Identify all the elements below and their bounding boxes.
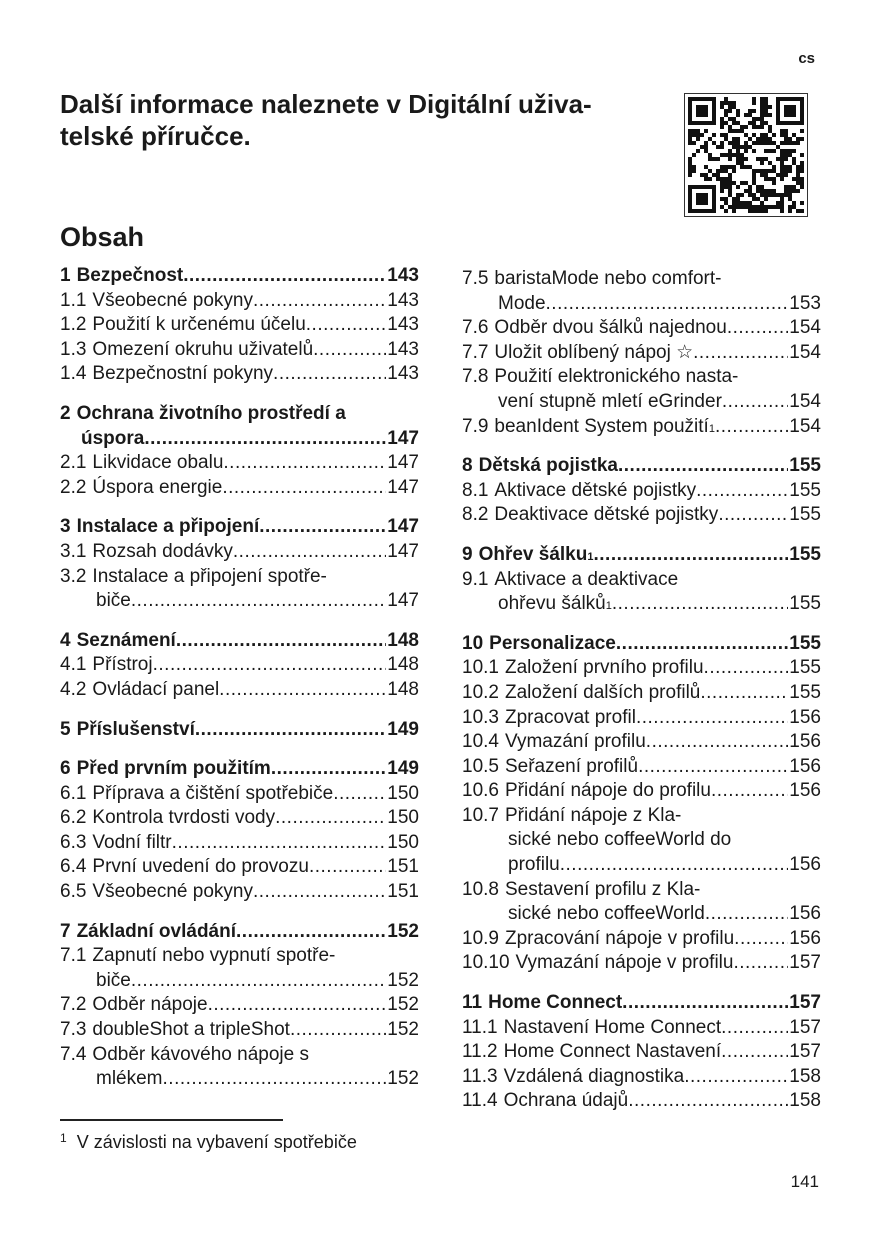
toc-entry[interactable]: 11.2 Home Connect Nastavení ..... 157: [462, 1040, 821, 1065]
toc-chapter[interactable]: 8 Dětská pojistka ..... 155: [462, 454, 821, 479]
toc-entry[interactable]: 10.3 Zpracovat profil ..... 156: [462, 706, 821, 731]
toc-entry[interactable]: 1.3 Omezení okruhu uživatelů ..... 143: [60, 338, 419, 363]
toc-section-9: [462, 543, 821, 617]
heading-line-1: Další informace naleznete v Digitální uživa-: [60, 89, 592, 119]
toc-entry-line[interactable]: 9.1 Aktivace a deaktivace: [462, 568, 679, 590]
toc-section-4: [60, 629, 419, 703]
language-code: cs: [798, 50, 815, 67]
toc-chapter[interactable]: 6 Před prvním použitím ..... 149: [60, 757, 419, 782]
toc-entry-continuation[interactable]: biče ..... 147: [60, 589, 419, 614]
toc-entry[interactable]: 7.7 Uložit oblíbený nápoj ☆ ..... 154: [462, 341, 821, 366]
toc-entry[interactable]: 6.2 Kontrola tvrdosti vody ..... 150: [60, 806, 419, 831]
toc-entry[interactable]: 1.2 Použití k určenému účelu ..... 143: [60, 313, 419, 338]
toc-entry[interactable]: 1.1 Všeobecné pokyny ..... 143: [60, 289, 419, 314]
toc-entry[interactable]: 6.3 Vodní filtr ..... 150: [60, 831, 419, 856]
toc-chapter[interactable]: 11 Home Connect ..... 157: [462, 991, 821, 1016]
toc-section-8: [462, 454, 821, 528]
toc-chapter[interactable]: 1 Bezpečnost ..... 143: [60, 264, 419, 289]
toc-entry[interactable]: 2.1 Likvidace obalu ..... 147: [60, 451, 419, 476]
toc-entry-continuation[interactable]: vení stupně mletí eGrinder ..... 154: [462, 390, 821, 415]
toc-entry-continuation[interactable]: biče ..... 152: [60, 969, 419, 994]
page-number: 141: [790, 1172, 819, 1191]
toc-chapter[interactable]: 4 Seznámení ..... 148: [60, 629, 419, 654]
toc-entry[interactable]: 10.6 Přidání nápoje do profilu ..... 156: [462, 779, 821, 804]
toc-entry-continuation[interactable]: ohřevu šálků 1 ..... 155: [462, 592, 821, 617]
heading-line-2: telské příručce.: [60, 121, 251, 151]
toc-entry-continuation[interactable]: sické nebo coffeeWorld ..... 156: [462, 902, 821, 927]
toc-entry[interactable]: 7.2 Odběr nápoje ..... 152: [60, 993, 419, 1018]
toc-entry[interactable]: 4.2 Ovládací panel ..... 148: [60, 678, 419, 703]
toc-chapter[interactable]: 7 Základní ovládání ..... 152: [60, 920, 419, 945]
footnote: [60, 1132, 357, 1153]
footnote-text: V závislosti na vybavení spotřebiče: [76, 1132, 357, 1152]
toc-entry[interactable]: 10.9 Zpracování nápoje v profilu ..... 156: [462, 927, 821, 952]
footnote-divider: [60, 1119, 283, 1121]
toc-entry[interactable]: 3.1 Rozsah dodávky ..... 147: [60, 540, 419, 565]
toc-left-column: [60, 264, 419, 1107]
toc-entry-line[interactable]: 7.1 Zapnutí nebo vypnutí spotře-: [60, 945, 336, 967]
toc-entry-continuation[interactable]: mlékem ..... 152: [60, 1067, 419, 1092]
toc-entry[interactable]: 10.4 Vymazání profilu ..... 156: [462, 730, 821, 755]
toc-entry[interactable]: 11.4 Ochrana údajů ..... 158: [462, 1089, 821, 1114]
toc-section-2: [60, 402, 419, 500]
toc-entry[interactable]: 6.4 První uvedení do provozu ..... 151: [60, 855, 419, 880]
toc-section-10: [462, 632, 821, 976]
toc-section-7-continued: [462, 267, 821, 439]
toc-section-1: [60, 264, 419, 387]
toc-chapter-continuation[interactable]: úspora ..... 147: [60, 427, 419, 452]
toc-entry-line[interactable]: 7.4 Odběr kávového nápoje s: [60, 1043, 309, 1065]
toc-chapter[interactable]: 5 Příslušenství ..... 149: [60, 718, 419, 743]
toc-entry[interactable]: 8.1 Aktivace dětské pojistky ..... 155: [462, 479, 821, 504]
toc-entry-line[interactable]: sické nebo coffeeWorld do: [508, 829, 732, 851]
toc-section-6: [60, 757, 419, 905]
toc-entry-line[interactable]: 10.8 Sestavení profilu z Kla-: [462, 878, 701, 900]
toc-entry[interactable]: 6.5 Všeobecné pokyny ..... 151: [60, 880, 419, 905]
toc-entry[interactable]: 10.5 Seřazení profilů ..... 156: [462, 755, 821, 780]
toc-entry[interactable]: 7.3 doubleShot a tripleShot ..... 152: [60, 1018, 419, 1043]
toc-entry[interactable]: 10.1 Založení prvního profilu ..... 155: [462, 656, 821, 681]
toc-chapter[interactable]: 9 Ohřev šálku 1 ..... 155: [462, 543, 821, 568]
toc-entry[interactable]: 7.6 Odběr dvou šálků najednou ..... 154: [462, 316, 821, 341]
toc-entry[interactable]: 6.1 Příprava a čištění spotřebiče ..... 150: [60, 782, 419, 807]
toc-entry[interactable]: 10.2 Založení dalších profilů ..... 155: [462, 681, 821, 706]
toc-entry[interactable]: 8.2 Deaktivace dětské pojistky ..... 155: [462, 503, 821, 528]
toc-entry-continuation[interactable]: profilu ..... 156: [462, 853, 821, 878]
toc-section-5: [60, 718, 419, 743]
toc-entry-line[interactable]: 10.7 Přidání nápoje z Kla-: [462, 804, 682, 826]
toc-entry-line[interactable]: 3.2 Instalace a připojení spotře-: [60, 565, 327, 587]
qr-code-image: [684, 93, 808, 217]
toc-entry[interactable]: 11.1 Nastavení Home Connect ..... 157: [462, 1016, 821, 1041]
toc-chapter[interactable]: 3 Instalace a připojení ..... 147: [60, 515, 419, 540]
toc-entry[interactable]: 2.2 Úspora energie ..... 147: [60, 476, 419, 501]
toc-chapter[interactable]: 10 Personalizace ..... 155: [462, 632, 821, 657]
toc-entry[interactable]: 11.3 Vzdálená diagnostika ..... 158: [462, 1065, 821, 1090]
toc-entry-continuation[interactable]: Mode ..... 153: [462, 292, 821, 317]
toc-entry[interactable]: 7.9 beanIdent System použití 1 ..... 154: [462, 415, 821, 440]
toc-section-7: [60, 920, 419, 1092]
toc-chapter-line[interactable]: 2 Ochrana životního prostředí a: [60, 402, 346, 424]
page-heading: [60, 88, 660, 152]
toc-section-11: [462, 991, 821, 1114]
toc-section-3: [60, 515, 419, 613]
toc-entry-line[interactable]: 7.5 baristaMode nebo comfort-: [462, 268, 722, 289]
toc-entry-line[interactable]: 7.8 Použití elektronického nasta-: [462, 366, 739, 388]
toc-entry[interactable]: 10.10 Vymazání nápoje v profilu ..... 157: [462, 951, 821, 976]
toc-entry[interactable]: 4.1 Přístroj ..... 148: [60, 653, 419, 678]
toc-right-column: [462, 267, 821, 1129]
footnote-mark: 1: [60, 1131, 67, 1145]
contents-title: Obsah: [60, 222, 145, 252]
star-outline-icon: ☆: [670, 341, 694, 363]
toc-entry[interactable]: 1.4 Bezpečnostní pokyny ..... 143: [60, 362, 419, 387]
